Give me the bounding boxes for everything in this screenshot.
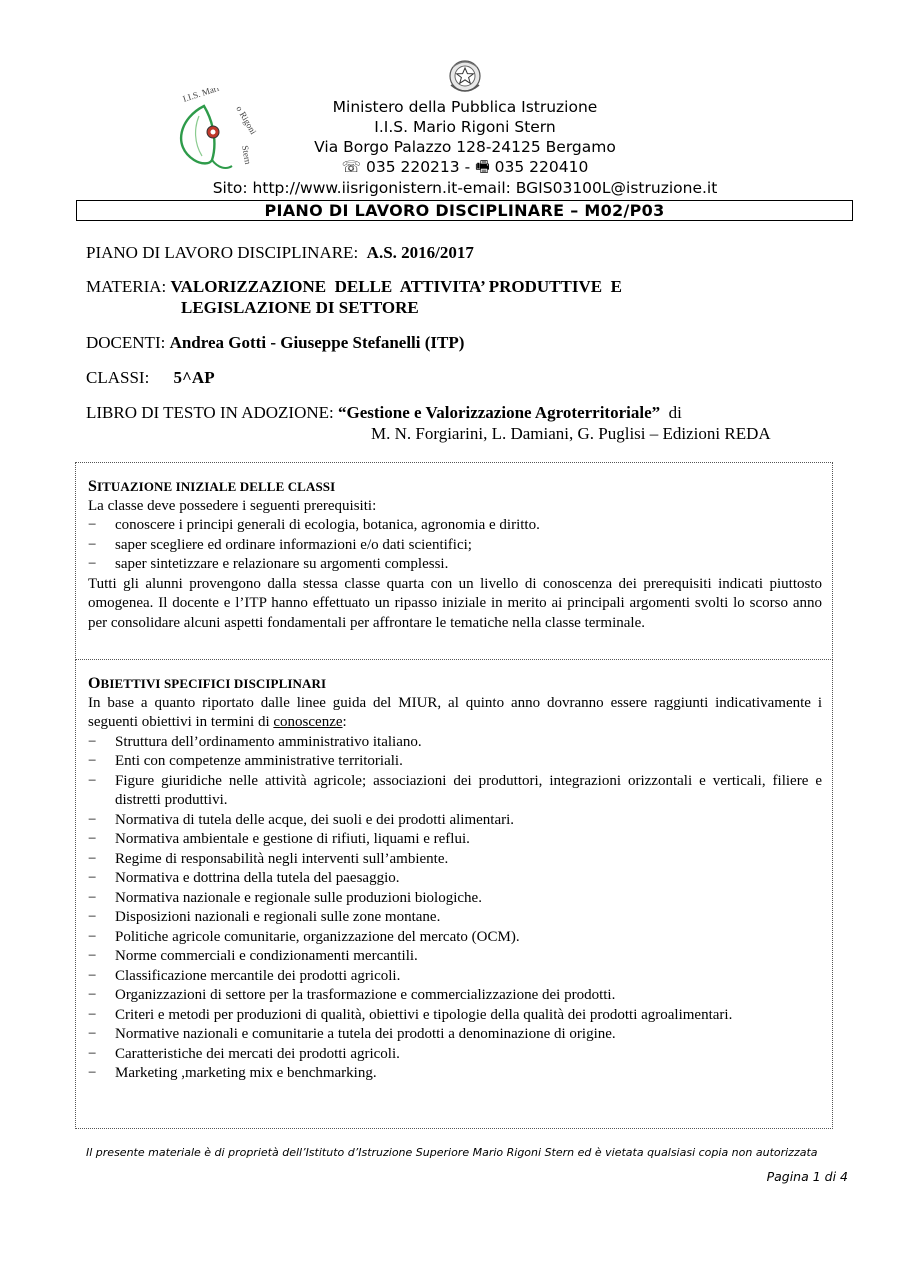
- plan-value: A.S. 2016/2017: [366, 243, 474, 262]
- list-item: − Struttura dell’ordinamento amministrativo italiano.: [88, 733, 822, 753]
- italian-republic-emblem-icon: [445, 55, 485, 97]
- list-item: − Normativa ambientale e gestione di rifiuti, liquami e reflui.: [88, 830, 822, 850]
- svg-text:Stern: Stern: [240, 144, 254, 166]
- list-item: − Marketing ,marketing mix e benchmarking.: [88, 1064, 822, 1084]
- section-title-rest: ITUAZIONE INIZIALE DELLE CLASSI: [97, 479, 336, 494]
- list-item: − Norme commerciali e condizionamenti mercantili.: [88, 947, 822, 967]
- prerequisites-intro: La classe deve possedere i seguenti prerequisiti:: [88, 497, 377, 514]
- classes-value: 5^AP: [173, 368, 215, 387]
- document-code-banner: PIANO DI LAVORO DISCIPLINARE – M02/P03: [76, 200, 853, 221]
- textbook-authors: M. N. Forgiarini, L. Damiani, G. Puglisi – Edizioni REDA: [371, 424, 771, 443]
- objectives-intro-text: In base a quanto riportato dalle linee guida del MIUR, al quinto anno dovranno essere raggiunti indicativamente i seguenti obiettivi in termini di: [88, 694, 822, 730]
- school-name: I.I.S. Mario Rigoni Stern: [374, 118, 556, 136]
- phone-fax: ☏ 035 220213 - 🖷 035 220410: [341, 158, 589, 176]
- prerequisites-list: [88, 516, 822, 575]
- textbook-authors-line: [371, 423, 771, 444]
- list-item: − saper sintetizzare e relazionare su argomenti complessi.: [88, 555, 822, 575]
- ministry-name: Ministero della Pubblica Istruzione: [332, 98, 598, 116]
- subject-value-2: LEGISLAZIONE DI SETTORE: [181, 298, 419, 317]
- objectives-intro: [88, 694, 822, 733]
- svg-text:o Rigoni: o Rigoni: [234, 104, 259, 137]
- classes-label: CLASSI:: [86, 368, 150, 387]
- objectives-intro-underlined: conoscenze: [273, 714, 343, 730]
- list-item: − Normativa di tutela delle acque, dei suoli e dei prodotti alimentari.: [88, 811, 822, 831]
- objectives-section: [75, 659, 833, 1129]
- teachers-label: DOCENTI:: [86, 333, 166, 352]
- list-item: − Normative nazionali e comunitarie a tutela dei prodotti a denominazione di origine.: [88, 1025, 822, 1045]
- section-title: [88, 674, 822, 694]
- school-address: Via Borgo Palazzo 128-24125 Bergamo: [314, 138, 616, 156]
- list-item: − Disposizioni nazionali e regionali sulle zone montane.: [88, 908, 822, 928]
- section-title: [88, 477, 822, 497]
- list-item: − Politiche agricole comunitarie, organizzazione del mercato (OCM).: [88, 928, 822, 948]
- situation-paragraph: Tutti gli alunni provengono dalla stessa classe quarta con un livello di conoscenza dei prerequisiti indicati piuttosto omogenea. Il docente e l’ITP hanno effettuato un ripasso iniziale in merito ai principali argomenti svolti lo scorso anno per consolidare alcuni aspetti fondamentali per affrontare le tematiche nella classe terminale.: [88, 575, 822, 631]
- list-item: − Regime di responsabilità negli interventi sull’ambiente.: [88, 850, 822, 870]
- list-item: − conoscere i principi generali di ecologia, botanica, agronomia e diritto.: [88, 516, 822, 536]
- list-item: − Normativa e dottrina della tutela del paesaggio.: [88, 869, 822, 889]
- list-item: − Classificazione mercantile dei prodotti agricoli.: [88, 967, 822, 987]
- svg-text:I.I.S. Mari: I.I.S. Mari: [181, 88, 221, 104]
- plan-line: [86, 242, 474, 263]
- subject-line: [86, 276, 622, 297]
- textbook-line: [86, 402, 682, 423]
- plan-label: PIANO DI LAVORO DISCIPLINARE:: [86, 243, 359, 262]
- section-title-rest: BIETTIVI SPECIFICI DISCIPLINARI: [100, 676, 327, 691]
- subject-label: MATERIA:: [86, 277, 167, 296]
- teachers-line: [86, 332, 464, 353]
- textbook-di: di: [668, 403, 682, 422]
- classes-line: [86, 367, 215, 388]
- list-item: − Normativa nazionale e regionale sulle produzioni biologiche.: [88, 889, 822, 909]
- list-item: − Organizzazioni di settore per la trasformazione e commercializzazione dei prodotti.: [88, 986, 822, 1006]
- subject-line-2: [181, 297, 419, 318]
- footer-copyright-note: Il presente materiale è di proprietà dell’Istituto d’Istruzione Superiore Mario Rigoni Stern ed è vietata qualsiasi copia non autorizzata: [86, 1146, 818, 1159]
- list-item: − Caratteristiche dei mercati dei prodotti agricoli.: [88, 1045, 822, 1065]
- list-item: − Enti con competenze amministrative territoriali.: [88, 752, 822, 772]
- textbook-label: LIBRO DI TESTO IN ADOZIONE:: [86, 403, 334, 422]
- objectives-intro-end: :: [342, 714, 347, 730]
- section-title-initial: S: [88, 478, 97, 495]
- subject-value-1: VALORIZZAZIONE DELLE ATTIVITA’ PRODUTTIVE E: [170, 277, 622, 296]
- textbook-title: “Gestione e Valorizzazione Agroterritoriale”: [338, 403, 661, 422]
- list-item: − Criteri e metodi per produzioni di qualità, obiettivi e tipologie della qualità dei prodotti agroalimentari.: [88, 1006, 822, 1026]
- list-item: − Figure giuridiche nelle attività agricole; associazioni dei produttori, integrazioni orizzontali e verticali, filiere e distretti produttivi.: [88, 772, 822, 811]
- page-number: Pagina 1 di 4: [766, 1169, 848, 1184]
- school-header: [150, 97, 780, 177]
- site-email-line: Sito: http://www.iisrigonistern.it-email: BGIS03100L@istruzione.it: [212, 179, 718, 197]
- teachers-value: Andrea Gotti - Giuseppe Stefanelli (ITP): [169, 333, 465, 352]
- initial-situation-section: [75, 462, 833, 660]
- list-item: − saper scegliere ed ordinare informazioni e/o dati scientifici;: [88, 536, 822, 556]
- section-title-initial: O: [88, 675, 101, 692]
- objectives-list: [88, 733, 822, 1084]
